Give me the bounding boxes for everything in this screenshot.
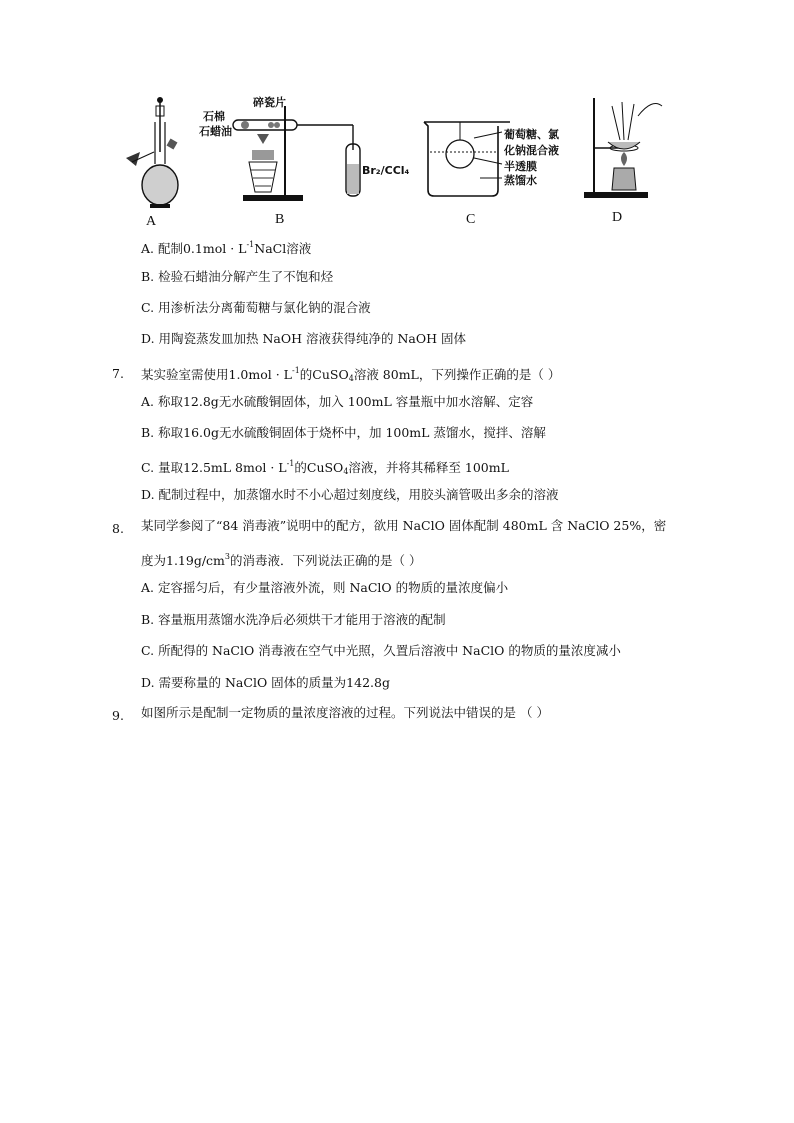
q7-option-d: D. 配制过程中，加蒸馏水时不小心超过刻度线，用胶头滴管吸出多余的溶液 [141,487,559,502]
label-glucose-nacl-1: 葡萄糖、氯 [504,128,559,141]
label-bromine-reagent: Br₂/CCl₄ [362,164,410,177]
q8-option-c: C. 所配得的 NaClO 消毒液在空气中光照，久置后溶液中 NaClO 的物质的量浓度减小 [141,643,621,658]
q8-option-a: A. 定容摇匀后，有少量溶液外流，则 NaClO 的物质的量浓度偏小 [141,580,509,595]
apparatus-figures [110,92,670,232]
q8-number: 8. [112,521,124,536]
q6-option-d: D. 用陶瓷蒸发皿加热 NaOH 溶液获得纯净的 NaOH 固体 [141,331,466,346]
q7-stem: 某实验室需使用$1.0mol \cdot L^{-1}$的CuSO$_4$溶液 80mL，下列操作正确的是（ ） [141,366,561,383]
q7-option-b: B. 称取16.0g无水硫酸铜固体于烧杯中，加 100mL 蒸馏水，搅拌、溶解 [141,425,546,440]
q7-option-a: A. 称取12.8g无水硫酸铜固体，加入 100mL 容量瓶中加水溶解、定容 [141,394,534,409]
label-asbestos: 石棉 [203,110,225,123]
volumetric-flask-drawing [110,92,200,222]
figure-d [578,92,678,230]
q9-stem: 如图所示是配制一定物质的量浓度溶液的过程。下列说法中错误的是 （ ） [141,705,549,720]
q7-number: 7. [112,366,124,381]
figure-b-caption: B [275,212,285,227]
q9-number: 9. [112,708,124,723]
figure-b [199,92,410,230]
q6-option-a: A. 配制$0.1mol \cdot L^{-1}NaCl$溶液 [141,240,312,256]
label-porcelain-chips: 碎瓷片 [253,96,286,109]
figure-a [110,92,200,230]
label-semipermeable-membrane: 半透膜 [504,160,537,173]
q8-option-d: D. 需要称量的 NaClO 固体的质量为142.8g [141,675,390,690]
evaporation-stand-drawing [578,92,678,217]
q6-option-b: B. 检验石蜡油分解产生了不饱和烃 [141,269,334,284]
figure-d-caption: D [612,210,623,225]
q6-option-c: C. 用渗析法分离葡萄糖与氯化钠的混合液 [141,300,371,315]
figure-a-caption: A [146,214,157,229]
label-glucose-nacl-2: 化钠混合液 [504,144,559,157]
q8-stem-line1: 某同学参阅了“84 消毒液”说明中的配方，欲用 NaClO 固体配制 480mL 含 NaClO 25%，密 [141,518,667,533]
figure-c [420,92,570,230]
q7-option-c: C. 量取12.5mL $8mol \cdot L^{-1}$的CuSO$_4$溶液，并将其稀释至 100mL [141,459,509,476]
label-paraffin-oil: 石蜡油 [199,125,232,138]
q8-stem-line2: 度为$1.19g/cm^3$的消毒液．下列说法正确的是（ ） [141,552,422,568]
figure-c-caption: C [466,212,476,227]
label-distilled-water: 蒸馏水 [504,174,537,187]
cracking-apparatus-drawing [205,92,385,217]
q8-option-b: B. 容量瓶用蒸馏水洗净后必须烘干才能用于溶液的配制 [141,612,446,627]
